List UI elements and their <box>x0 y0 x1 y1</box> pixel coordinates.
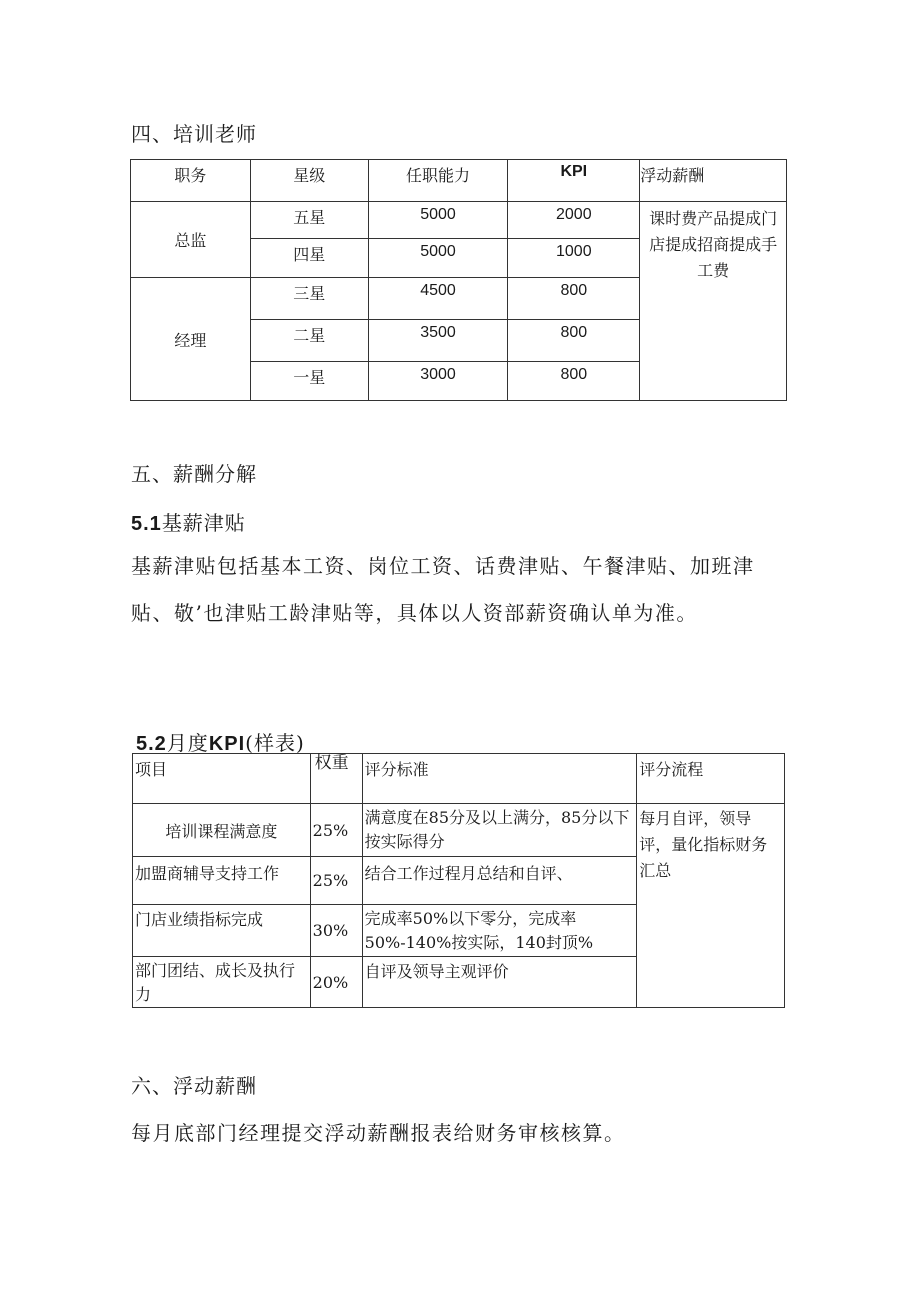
header-weight: 权重 <box>310 754 362 804</box>
kpi-item: 部门团结、成长及执行力 <box>133 957 311 1008</box>
cell-ability: 3500 <box>368 320 508 362</box>
kpi-criteria: 完成率50%以下零分，完成率50%-140%按实际，140封顶% <box>362 905 637 957</box>
subsection-number: 5.2 <box>136 733 167 755</box>
header-floating-pay: 浮动薪酬 <box>640 160 787 202</box>
cell-kpi: 800 <box>508 362 640 401</box>
subsection-5-2-heading <box>136 727 305 756</box>
header-item: 项目 <box>133 754 311 804</box>
subsection-title-suffix: (样表) <box>245 731 305 755</box>
subsection-number: 5.1 <box>131 513 162 535</box>
header-criteria: 评分标准 <box>362 754 637 804</box>
monthly-kpi-table <box>132 753 785 1008</box>
kpi-label: KPI <box>208 733 246 755</box>
cell-level: 三星 <box>250 278 368 320</box>
kpi-process: 每月自评，领导评，量化指标财务汇总 <box>637 804 785 1008</box>
section4-heading: 四、培训老师 <box>131 122 257 146</box>
cell-kpi: 1000 <box>508 239 640 278</box>
cell-ability: 5000 <box>368 239 508 278</box>
kpi-criteria: 结合工作过程月总结和自评、 <box>362 857 637 905</box>
allowance-paragraph <box>131 543 791 637</box>
kpi-criteria: 满意度在85分及以上满分，85分以下按实际得分 <box>362 804 637 857</box>
subsection-title: 月度 <box>166 731 209 755</box>
kpi-criteria: 自评及领导主观评价 <box>362 957 637 1008</box>
kpi-weight: 25% <box>310 804 362 857</box>
cell-level: 五星 <box>250 202 368 239</box>
header-ability: 任职能力 <box>368 160 508 202</box>
table-header-row <box>131 160 787 202</box>
section6-heading: 六、浮动薪酬 <box>131 1074 257 1098</box>
section5-heading: 五、薪酬分解 <box>131 462 257 486</box>
cell-kpi: 800 <box>508 320 640 362</box>
floating-pay-paragraph: 每月底部门经理提交浮动薪酬报表给财务审核核算。 <box>131 1121 626 1145</box>
trainer-salary-table <box>130 159 787 401</box>
paragraph-line: 贴、敬’也津贴工龄津贴等，具体以人资部薪资确认单为准。 <box>131 601 698 625</box>
floating-pay-cell: 课时费产品提成门店提成招商提成手工费 <box>640 202 787 401</box>
header-position: 职务 <box>131 160 251 202</box>
table-row <box>131 202 787 239</box>
kpi-weight: 30% <box>310 905 362 957</box>
table-row <box>133 804 785 857</box>
cell-ability: 3000 <box>368 362 508 401</box>
kpi-weight: 20% <box>310 957 362 1008</box>
header-process: 评分流程 <box>637 754 785 804</box>
cell-level: 四星 <box>250 239 368 278</box>
cell-kpi: 800 <box>508 278 640 320</box>
cell-kpi: 2000 <box>508 202 640 239</box>
kpi-weight: 25% <box>310 857 362 905</box>
position-director: 总监 <box>131 202 251 278</box>
header-star-level: 星级 <box>250 160 368 202</box>
subsection-5-1-heading <box>131 507 246 536</box>
kpi-item: 培训课程满意度 <box>133 804 311 857</box>
header-kpi: KPI <box>508 160 640 202</box>
kpi-item: 门店业绩指标完成 <box>133 905 311 957</box>
paragraph-line: 基薪津贴包括基本工资、岗位工资、话费津贴、午餐津贴、加班津 <box>131 554 755 578</box>
position-manager: 经理 <box>131 278 251 401</box>
cell-level: 一星 <box>250 362 368 401</box>
subsection-title: 基薪津贴 <box>161 511 246 535</box>
table-header-row <box>133 754 785 804</box>
cell-ability: 4500 <box>368 278 508 320</box>
cell-level: 二星 <box>250 320 368 362</box>
kpi-item: 加盟商辅导支持工作 <box>133 857 311 905</box>
cell-ability: 5000 <box>368 202 508 239</box>
